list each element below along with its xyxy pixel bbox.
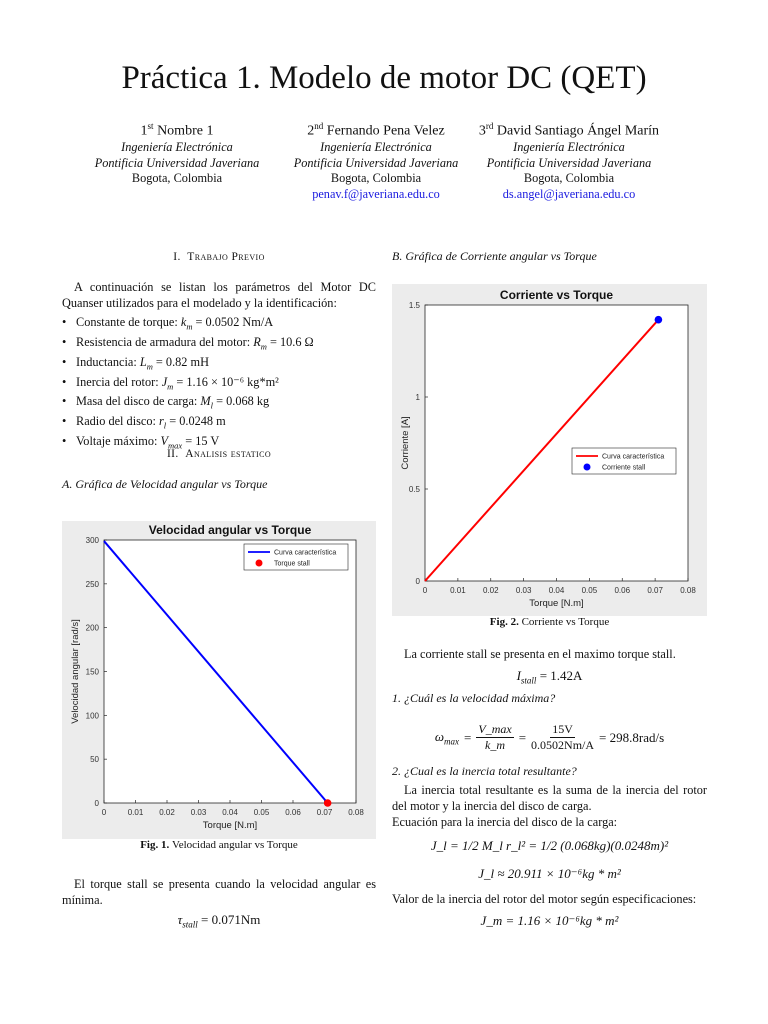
section-heading-1 (62, 251, 376, 263)
author-block-3 (444, 119, 694, 203)
author-city: Bogota, Colombia (523, 171, 615, 186)
figure-2-caption (392, 616, 707, 628)
parameter-subscript: m (260, 341, 267, 352)
y-tick-label: 1 (415, 393, 420, 402)
x-tick-label: 0.05 (253, 808, 270, 817)
author-university: Pontificia Universidad Javeriana (486, 155, 652, 170)
author-ordinal: 3 (478, 123, 486, 139)
section-title: Trabajo Previo (187, 251, 265, 263)
parameter-symbol: M (200, 394, 211, 409)
parameter-symbol: J (161, 374, 168, 389)
x-tick-label: 0.08 (680, 586, 696, 595)
subsection-heading-b: B. Gráfica de Corriente angular vs Torque (392, 249, 597, 263)
current-torque-chart (392, 284, 707, 616)
x-tick-label: 0 (422, 586, 428, 595)
equation-tau-stall (62, 912, 376, 930)
y-tick-label: 200 (85, 623, 99, 633)
x-axis-label: Torque [N.m] (202, 820, 258, 831)
y-axis-label: Velocidad angular [rad/s] (70, 619, 81, 724)
parameter-symbol: k (180, 315, 187, 329)
series-point (324, 799, 332, 807)
eq-subscript: stall (520, 675, 537, 686)
x-tick-label: 0.04 (222, 808, 238, 817)
y-tick-label: 1.5 (408, 301, 420, 310)
author-ordinal-suffix: nd (314, 121, 324, 131)
chart-title: Corriente vs Torque (499, 288, 614, 302)
eq-value: = 1.42A (536, 668, 583, 683)
author-dept: Ingeniería Electrónica (513, 140, 625, 155)
x-tick-label: 0.07 (316, 808, 333, 817)
author-city: Bogota, Colombia (131, 171, 223, 186)
x-tick-label: 0.08 (348, 808, 364, 817)
y-tick-label: 0.5 (408, 485, 420, 494)
x-tick-label: 0.04 (548, 586, 565, 595)
eq-denominator: 0.0502Nm/A (531, 738, 595, 752)
eq-symbol: ω (434, 728, 445, 744)
author-ordinal-suffix: rd (485, 121, 494, 131)
plot-area (425, 305, 688, 581)
section-heading-2 (62, 448, 376, 460)
equation-jm: J_m = 1.16 × 10⁻⁶kg * m² (480, 913, 619, 928)
eq-subscript: stall (182, 919, 198, 930)
parameter-subscript: m (186, 321, 193, 332)
parameter-subscript: max (168, 440, 183, 451)
parameter-value: = 10.6 Ω (266, 334, 314, 349)
intro-paragraph: A continuación se listan los parámetros del Motor DC Quanser utilizados para el modelado y la identificación: (62, 280, 376, 310)
y-tick-label: 100 (85, 711, 99, 721)
plot-area (104, 540, 356, 803)
x-tick-label: 0 (101, 808, 107, 817)
figure-1-plot (62, 521, 376, 839)
parameter-item (62, 315, 376, 335)
parameter-label: Radio del disco: (76, 414, 159, 429)
parameter-value: = 0.82 mH (152, 354, 209, 369)
parameter-item (62, 394, 376, 414)
legend-label: Corriente stall (602, 464, 646, 472)
legend-point-swatch (584, 464, 591, 471)
x-tick-label: 0.07 (647, 586, 663, 595)
question-2: 2. ¿Cual es la inercia total resultante? (392, 764, 577, 778)
equation-omega-max: $\omega_{max}$ = V_max k_m = $\frac{15V}{0.0502Nm/A}$ = 298.8rad/s (434, 722, 665, 752)
equation-jl: J_l = 1/2 M_l r_l² = 1/2 (0.068kg)(0.0248m)² (430, 838, 669, 853)
x-tick-label: 0.01 (127, 808, 144, 817)
section-number: I. (173, 251, 181, 263)
x-tick-label: 0.02 (159, 808, 175, 817)
author-name: Nombre 1 (157, 123, 214, 139)
author-name: Fernando Pena Velez (326, 123, 445, 139)
parameter-label: Resistencia de armadura del motor: (76, 334, 254, 349)
x-tick-label: 0.02 (482, 586, 499, 595)
figure-caption-text: Corriente vs Torque (521, 616, 610, 628)
parameter-label: Masa del disco de carga: (76, 394, 201, 409)
author-email-link[interactable]: penav.f@javeriana.edu.co (312, 187, 440, 202)
author-ordinal-suffix: st (147, 121, 154, 131)
eq-denominator: k_m (485, 738, 506, 752)
author-name: David Santiago Ángel Marín (496, 123, 660, 139)
inertia-paragraph: La inercia total resultante es la suma de la inercia del rotor del motor y la inercia del disco de carga. (392, 783, 707, 813)
y-tick-label: 150 (85, 667, 99, 677)
figure-label: Fig. 2. (489, 616, 519, 628)
author-city: Bogota, Colombia (330, 171, 422, 186)
eq-symbol: I (516, 668, 521, 683)
eq-result: = 298.8rad/s (599, 729, 665, 745)
eq-symbol: τ (177, 912, 183, 927)
stall-paragraph: El torque stall se presenta cuando la velocidad angular es mínima. (62, 877, 376, 907)
parameter-label: Inductancia: (76, 354, 140, 369)
parameter-symbol: r (159, 414, 164, 429)
author-university: Pontificia Universidad Javeriana (94, 155, 260, 170)
x-axis-label: Torque [N.m] (529, 598, 584, 609)
x-tick-label: 0.06 (614, 586, 631, 595)
parameter-label: Inercia del rotor: (76, 374, 162, 389)
parameter-value: = 0.0502 Nm/A (192, 315, 274, 329)
equation-i-stall (392, 668, 707, 686)
parameter-value: = 0.0248 m (166, 414, 226, 429)
author-dept: Ingeniería Electrónica (121, 140, 233, 155)
series-point (655, 316, 663, 324)
legend-label: Curva característica (274, 549, 337, 557)
figure-label: Fig. 1. (140, 839, 170, 851)
x-tick-label: 0.05 (581, 586, 598, 595)
parameter-item (62, 375, 376, 395)
subsection-heading-a: A. Gráfica de Velocidad angular vs Torque (62, 477, 268, 491)
parameter-subscript: l (210, 400, 214, 411)
question-1: 1. ¿Cuál es la velocidad máxima? (392, 691, 556, 705)
legend-label: Torque stall (274, 560, 310, 568)
y-axis-label: Corriente [A] (400, 416, 411, 470)
parameter-list (62, 315, 376, 454)
velocity-torque-chart (62, 521, 376, 839)
chart-title: Velocidad angular vs Torque (148, 523, 312, 537)
section-number: II. (166, 448, 179, 460)
rotor-inertia-paragraph: Valor de la inercia del rotor del motor según especificaciones: (392, 892, 697, 906)
eq-numerator: V_max (478, 722, 512, 736)
parameter-subscript: l (163, 420, 167, 431)
x-tick-label: 0.03 (515, 586, 532, 595)
parameter-value: = 15 V (182, 434, 220, 449)
y-tick-label: 50 (90, 755, 99, 765)
parameter-label: Constante de torque: (76, 315, 181, 329)
parameter-value: = 0.068 kg (213, 394, 270, 409)
figure-caption-text: Velocidad angular vs Torque (171, 839, 298, 851)
parameter-symbol: V (160, 434, 168, 449)
inertia-equation-intro: Ecuación para la inercia del disco de la carga: (392, 815, 618, 829)
y-tick-label: 300 (85, 536, 99, 545)
author-university: Pontificia Universidad Javeriana (293, 155, 459, 170)
parameter-value: = 1.16 × 10⁻⁶ kg*m² (173, 374, 279, 389)
eq-subscript: max (444, 736, 460, 747)
parameter-symbol: R (253, 334, 261, 349)
section-title: Analisis estatico (185, 448, 272, 460)
author-email-link[interactable]: ds.angel@javeriana.edu.co (502, 187, 636, 202)
figure-2-plot (392, 284, 707, 616)
eq-numerator: 15V (552, 722, 573, 736)
legend-point-swatch (256, 560, 263, 567)
equation-jl-approx: J_l ≈ 20.911 × 10⁻⁶kg * m² (478, 866, 621, 881)
y-tick-label: 250 (85, 579, 99, 589)
parameter-item (62, 414, 376, 434)
x-tick-label: 0.06 (285, 808, 301, 817)
x-tick-label: 0.03 (190, 808, 207, 817)
author-ordinal: 2 (307, 123, 315, 139)
y-tick-label: 0 (415, 577, 420, 586)
y-tick-label: 0 (94, 799, 99, 808)
parameter-subscript: m (167, 381, 174, 392)
eq-value: = 0.071Nm (197, 912, 261, 927)
parameter-label: Voltaje máximo: (76, 434, 161, 449)
parameter-symbol: L (139, 354, 147, 369)
parameter-item (62, 335, 376, 355)
parameter-subscript: m (146, 361, 153, 372)
legend-label: Curva característica (602, 453, 665, 461)
x-tick-label: 0.01 (450, 586, 466, 595)
current-paragraph: La corriente stall se presenta en el maximo torque stall. (404, 647, 676, 661)
author-ordinal: 1 (140, 123, 148, 139)
parameter-item (62, 355, 376, 375)
paper-title: Práctica 1. Modelo de motor DC (QET) (121, 60, 647, 96)
figure-1-caption (62, 839, 376, 851)
author-dept: Ingeniería Electrónica (320, 140, 432, 155)
